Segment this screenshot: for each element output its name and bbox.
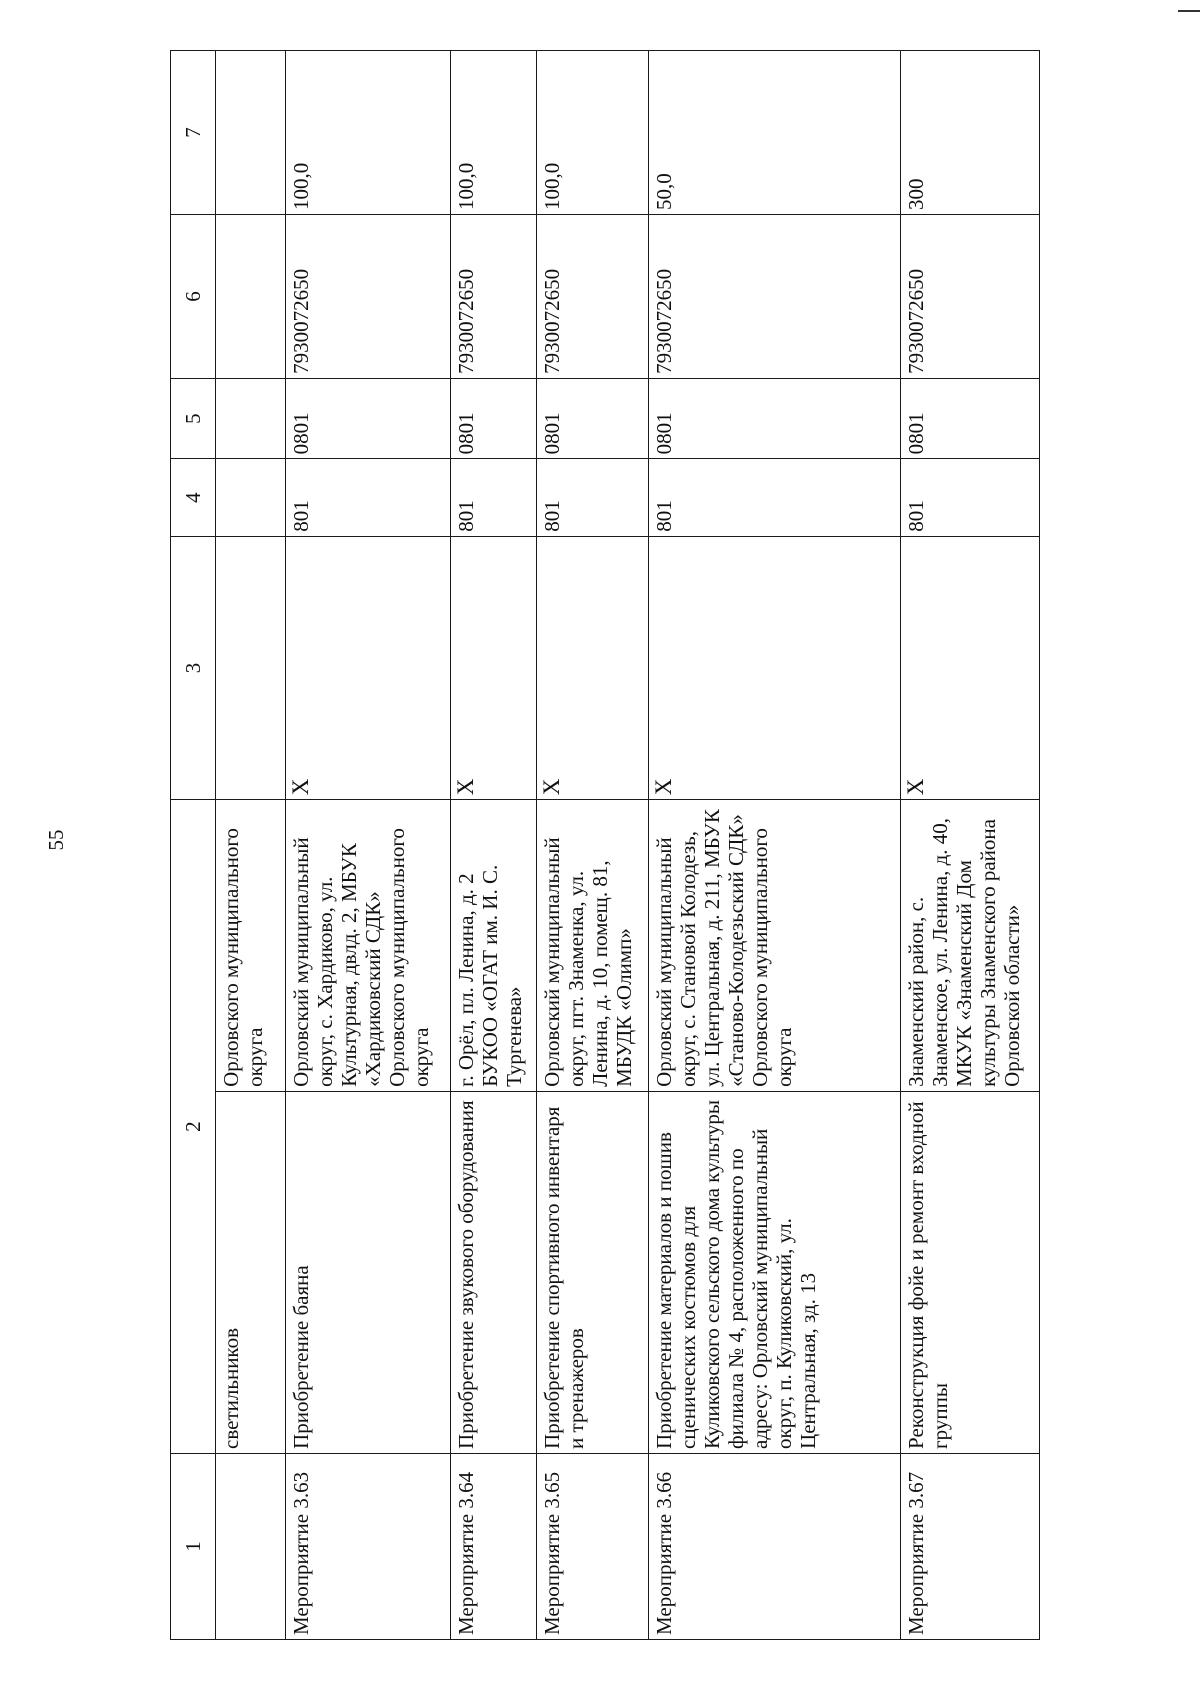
col6-cell: 7930072650 xyxy=(900,214,1039,378)
table-row xyxy=(900,51,1039,1640)
col7-cell: 100,0 xyxy=(285,51,450,215)
measure-name-cell: Приобретение спортивного инвентаря и тренажеров xyxy=(536,1091,648,1453)
measure-id-cell: Мероприятие 3.63 xyxy=(285,1453,450,1639)
header-col-5: 5 xyxy=(171,378,216,458)
col3-cell: X xyxy=(900,536,1039,799)
table-row xyxy=(536,51,648,1640)
measures-table xyxy=(170,50,1040,1640)
col6-cell: 7930072650 xyxy=(648,214,900,378)
col3-cell: X xyxy=(648,536,900,799)
measure-name-cell: Приобретение звукового оборудования xyxy=(450,1091,536,1453)
measure-name-cell: Приобретение материалов и пошив сценических костюмов для Куликовского сельского дома культуры филиала № 4, расположенного по адресу: Орловский муниципальный округ, п. Куликовский, ул. Центральная, зд. 13 xyxy=(648,1091,900,1453)
measure-recipient-cell: Орловский муниципальный округ, с. Хардиково, ул. Культурная, двлд. 2, МБУК «Хардиковский СДК» Орловского муниципального округа xyxy=(285,800,450,1092)
col4-cell: 801 xyxy=(450,459,536,536)
table-row xyxy=(285,51,450,1640)
col7-cell: 300 xyxy=(900,51,1039,215)
header-col-3: 3 xyxy=(171,536,216,799)
continuation-id-cell xyxy=(216,1453,286,1639)
col5-cell: 0801 xyxy=(450,378,536,458)
col3-cell: X xyxy=(285,536,450,799)
continuation-name-cell: светильников xyxy=(216,1091,286,1453)
col5-cell: 0801 xyxy=(648,378,900,458)
col4-cell: 801 xyxy=(648,459,900,536)
measure-id-cell: Мероприятие 3.65 xyxy=(536,1453,648,1639)
col6-cell: 7930072650 xyxy=(285,214,450,378)
col4-cell: 801 xyxy=(285,459,450,536)
measure-name-cell: Приобретение баяна xyxy=(285,1091,450,1453)
rotated-table-container xyxy=(170,50,1040,1640)
measure-recipient-cell: г. Орёл, пл. Ленина, д. 2 БУКОО «ОГАТ им. И. С. Тургенева» xyxy=(450,800,536,1092)
header-col-1: 1 xyxy=(171,1453,216,1639)
edge-mark xyxy=(1178,10,1200,12)
col5-cell: 0801 xyxy=(285,378,450,458)
col3-cell: X xyxy=(536,536,648,799)
measure-name-cell: Реконструкция фойе и ремонт входной группы xyxy=(900,1091,1039,1453)
continuation-col7-cell xyxy=(216,51,286,215)
continuation-row xyxy=(216,51,286,1640)
col7-cell: 50,0 xyxy=(648,51,900,215)
col5-cell: 0801 xyxy=(536,378,648,458)
measure-id-cell: Мероприятие 3.64 xyxy=(450,1453,536,1639)
measure-id-cell: Мероприятие 3.67 xyxy=(900,1453,1039,1639)
measure-recipient-cell: Орловский муниципальный округ, с. Становой Колодезь, ул. Центральная, д. 211, МБУК «Станово-Колодезьский СДК» Орловского муниципального округа xyxy=(648,800,900,1092)
continuation-col3-cell xyxy=(216,536,286,799)
page-number: 55 xyxy=(44,829,68,851)
header-col-4: 4 xyxy=(171,459,216,536)
continuation-recipient-cell: Орловского муниципального округа xyxy=(216,800,286,1092)
continuation-col6-cell xyxy=(216,214,286,378)
col7-cell: 100,0 xyxy=(536,51,648,215)
measure-recipient-cell: Орловский муниципальный округ, пгт. Знаменка, ул. Ленина, д. 10, помещ. 81, МБУДК «Олимп» xyxy=(536,800,648,1092)
header-col-7: 7 xyxy=(171,51,216,215)
table-row xyxy=(648,51,900,1640)
continuation-col4-cell xyxy=(216,459,286,536)
header-col-6: 6 xyxy=(171,214,216,378)
col6-cell: 7930072650 xyxy=(536,214,648,378)
table-row xyxy=(450,51,536,1640)
col7-cell: 100,0 xyxy=(450,51,536,215)
measure-recipient-cell: Знаменский район, с. Знаменское, ул. Ленина, д. 40, МКУК «Знаменский Дом культуры Знаменского района Орловской области» xyxy=(900,800,1039,1092)
col4-cell: 801 xyxy=(536,459,648,536)
header-col-2: 2 xyxy=(171,800,216,1454)
header-row xyxy=(171,51,216,1640)
col3-cell: X xyxy=(450,536,536,799)
measure-id-cell: Мероприятие 3.66 xyxy=(648,1453,900,1639)
col6-cell: 7930072650 xyxy=(450,214,536,378)
continuation-col5-cell xyxy=(216,378,286,458)
col5-cell: 0801 xyxy=(900,378,1039,458)
col4-cell: 801 xyxy=(900,459,1039,536)
